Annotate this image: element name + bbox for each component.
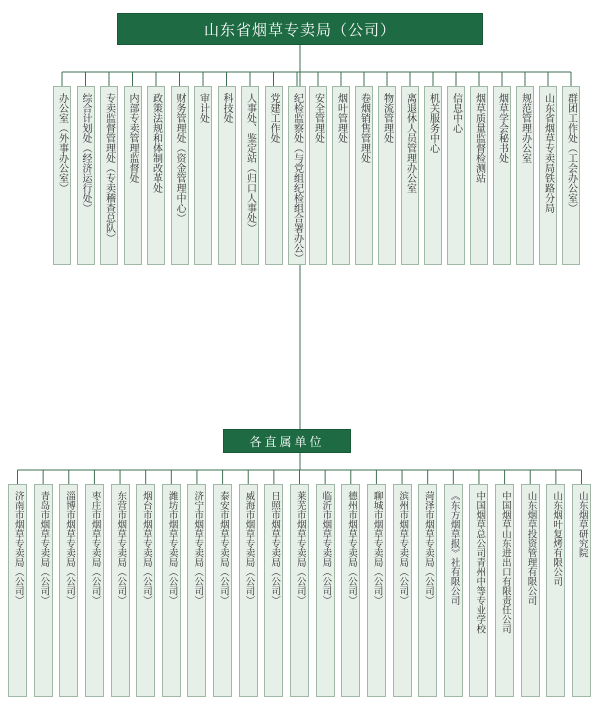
subunit-box: 枣庄市烟草专卖局（公司） (85, 484, 104, 697)
department-box: 人事处、鉴定站（归口人事处） (241, 86, 259, 265)
department-box: 烟草学会秘书处 (493, 86, 511, 265)
subunit-box: 泰安市烟草专卖局（公司） (213, 484, 232, 697)
department-box: 群团工作处（工会办公室） (562, 86, 580, 265)
subunit-box: 临沂市烟草专卖局（公司） (316, 484, 335, 697)
department-box: 山东省烟草专卖局铁路分局 (539, 86, 557, 265)
subunit-box: 潍坊市烟草专卖局（公司） (162, 484, 181, 697)
department-box: 机关服务中心 (424, 86, 442, 265)
subunit-box: 青岛市烟草专卖局（公司） (34, 484, 53, 697)
department-box: 内部专卖管理监督处 (124, 86, 142, 265)
subunit-box: 菏泽市烟草专卖局（公司） (418, 484, 437, 697)
subunit-box: 济宁市烟草专卖局（公司） (187, 484, 206, 697)
subunits-title: 各直属单位 (223, 429, 351, 453)
subunit-box: 烟台市烟草专卖局（公司） (136, 484, 155, 697)
department-box: 综合计划处（经济运行处） (77, 86, 95, 265)
department-box: 物流管理处 (378, 86, 396, 265)
department-box: 科技处 (218, 86, 236, 265)
subunit-box: 济南市烟草专卖局（公司） (8, 484, 27, 697)
department-box: 专卖监督管理处（专卖稽查总队） (100, 86, 118, 265)
subunit-box: 山东烟草研究院 (572, 484, 591, 697)
department-box: 纪检监察处（与党组纪检组合署办公） (288, 86, 306, 265)
subunit-box: 聊城市烟草专卖局（公司） (367, 484, 386, 697)
department-box: 财务管理处（资金管理中心） (171, 86, 189, 265)
subunit-box: 日照市烟草专卖局（公司） (264, 484, 283, 697)
subunit-box: 东营市烟草专卖局（公司） (111, 484, 130, 697)
department-box: 党建工作处 (265, 86, 283, 265)
chart-title: 山东省烟草专卖局（公司） (117, 13, 483, 45)
subunit-box: 威海市烟草专卖局（公司） (239, 484, 258, 697)
department-box: 信息中心 (447, 86, 465, 265)
subunit-box: 中国烟草总公司青州中等专业学校 (469, 484, 488, 697)
subunit-box: 山东烟草投资管理有限公司 (521, 484, 540, 697)
department-box: 离退休人员管理办公室 (401, 86, 419, 265)
department-box: 安全管理处 (309, 86, 327, 265)
subunit-box: 滨州市烟草专卖局（公司） (393, 484, 412, 697)
department-box: 审计处 (194, 86, 212, 265)
subunit-box: 山东烟叶复烤有限公司 (546, 484, 565, 697)
subunit-box: 莱芜市烟草专卖局（公司） (290, 484, 309, 697)
department-box: 办公室（外事办公室） (53, 86, 71, 265)
department-box: 政策法规和体制改革处 (147, 86, 165, 265)
department-box: 卷烟销售管理处 (355, 86, 373, 265)
department-box: 规范管理办公室 (516, 86, 534, 265)
department-box: 烟草质量监督检测站 (470, 86, 488, 265)
subunit-box: 《东方烟草报》社有限公司 (444, 484, 463, 697)
subunit-box: 淄博市烟草专卖局（公司） (59, 484, 78, 697)
subunit-box: 中国烟草山东进出口有限责任公司 (495, 484, 514, 697)
department-box: 烟叶管理处 (332, 86, 350, 265)
subunit-box: 德州市烟草专卖局（公司） (341, 484, 360, 697)
